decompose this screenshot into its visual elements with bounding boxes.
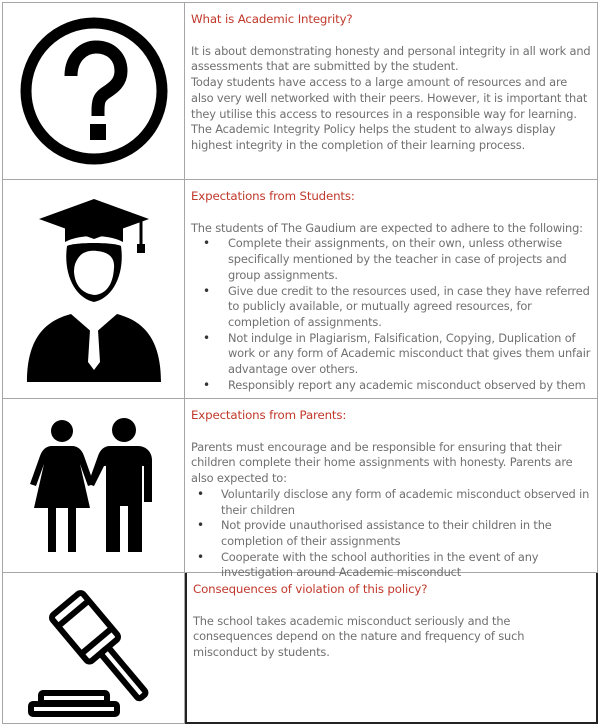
list-item: • Not provide unauthorised assistance to their children in the completion of their assignments <box>221 518 591 549</box>
section-text <box>185 2 598 180</box>
policy-table <box>2 2 598 724</box>
list-item: • Cooperate with the school authorities in the event of any investigation around Academic misconduct <box>221 550 591 581</box>
section-text <box>185 180 598 399</box>
section-paragraph: It is about demonstrating honesty and personal integrity in all work and assessments that are submitted by the student. <box>191 43 591 74</box>
section-paragraph: The school takes academic misconduct seriously and the consequences depend on the nature and frequency of such misconduct by students. <box>193 613 525 660</box>
section-paragraph: Today students have access to a large amount of resources and are also very well networked with their peers. However, it is important that they utilise this access to resources in a responsible way for learning. The Academic Integrity Policy helps the student to always display highest integrity in the completion of their learning process. <box>191 75 588 152</box>
section-title: Expectations from Students: <box>191 189 355 203</box>
list-item: • Give due credit to the resources used, in case they have referred to publicly available, or mutually agreed resources, for completion of assignments. <box>228 284 591 331</box>
icon-cell <box>2 180 185 399</box>
icon-cell <box>2 2 185 180</box>
section-title: Consequences of violation of this policy? <box>193 582 428 596</box>
bullet-list <box>191 236 591 393</box>
section-consequences <box>2 573 598 724</box>
section-expectations-parents <box>2 399 598 580</box>
section-intro: The students of The Gaudium are expected to adhere to the following: <box>191 220 583 235</box>
section-title: Expectations from Parents: <box>191 408 347 422</box>
list-item: • Voluntarily disclose any form of academic misconduct observed in their children <box>221 487 591 518</box>
bullet-list <box>191 487 591 581</box>
section-intro: Parents must encourage and be responsible for ensuring that their children complete their home assignments with honesty. Parents are also expected to: <box>191 439 573 486</box>
gavel-icon <box>19 578 169 718</box>
list-item: • Complete their assignments, on their own, unless otherwise specifically mentioned by the teacher in case of projects and group assignments. <box>228 236 591 283</box>
icon-cell <box>2 399 185 573</box>
section-text <box>185 573 598 724</box>
question-mark-icon <box>19 16 169 166</box>
section-academic-integrity <box>2 2 598 180</box>
list-item: • Not indulge in Plagiarism, Falsification, Copying, Duplication of work or any form of Academic misconduct that gives them unfair advantage over others. <box>228 331 591 378</box>
list-item: • Responsibly report any academic misconduct observed by them <box>228 378 591 394</box>
graduate-student-icon <box>19 194 169 384</box>
section-title: What is Academic Integrity? <box>191 12 353 26</box>
section-text <box>185 399 598 580</box>
icon-cell <box>2 573 185 724</box>
section-expectations-students <box>2 180 598 399</box>
parents-icon <box>24 416 164 556</box>
